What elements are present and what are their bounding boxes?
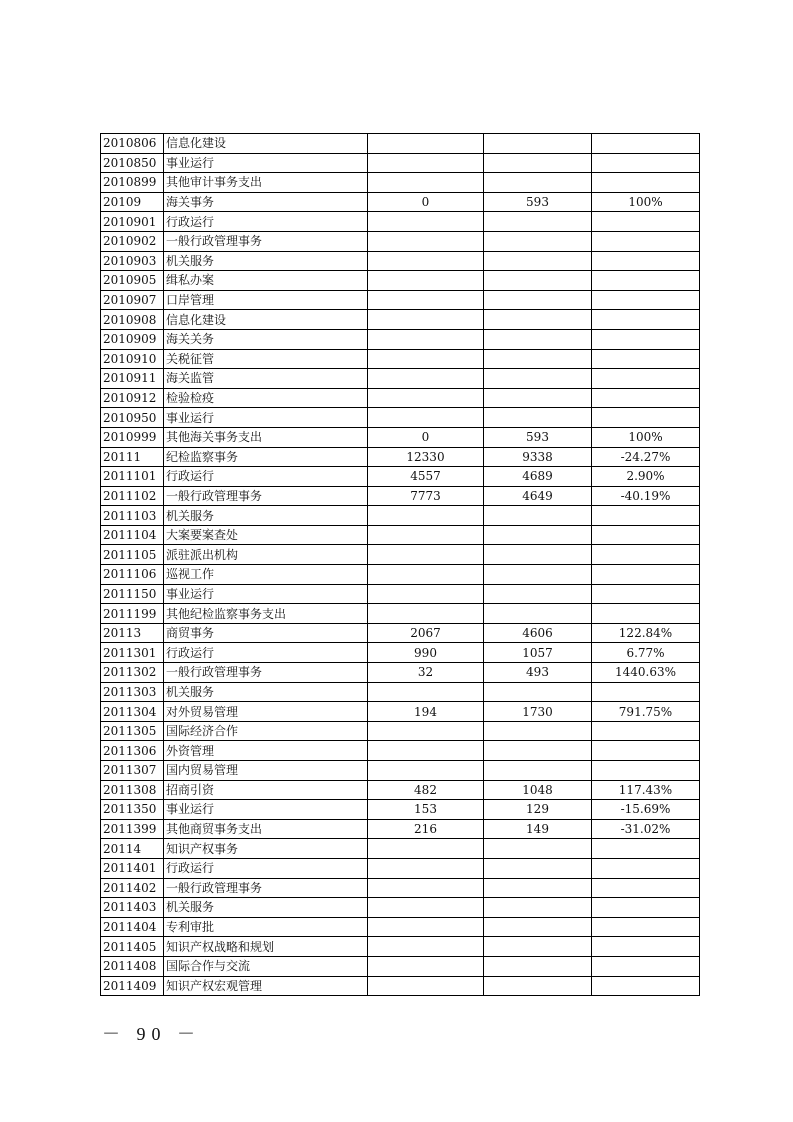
current-value-cell (484, 231, 592, 251)
table-row (101, 329, 700, 349)
prev-year-value-cell (368, 329, 484, 349)
current-value-cell (484, 290, 592, 310)
table-row (101, 721, 700, 741)
table-row (101, 780, 700, 800)
account-code-cell: 20114 (101, 839, 164, 859)
table-row (101, 545, 700, 565)
prev-year-value-cell (368, 604, 484, 624)
account-code-cell: 2011404 (101, 917, 164, 937)
table-row (101, 349, 700, 369)
prev-year-value-cell (368, 153, 484, 173)
current-value-cell: 493 (484, 663, 592, 683)
account-code-cell: 2011102 (101, 486, 164, 506)
change-rate-cell: 122.84% (592, 623, 700, 643)
item-name-cell: 一般行政管理事务 (164, 878, 368, 898)
account-code-cell: 2011302 (101, 663, 164, 683)
current-value-cell (484, 878, 592, 898)
item-name-cell: 其他纪检监察事务支出 (164, 604, 368, 624)
item-name-cell: 行政运行 (164, 467, 368, 487)
table-row (101, 937, 700, 957)
table-row (101, 976, 700, 996)
item-name-cell: 行政运行 (164, 858, 368, 878)
account-code-cell: 2010899 (101, 173, 164, 193)
current-value-cell: 593 (484, 192, 592, 212)
change-rate-cell (592, 369, 700, 389)
table-row (101, 525, 700, 545)
change-rate-cell (592, 898, 700, 918)
change-rate-cell (592, 251, 700, 271)
account-code-cell: 2011105 (101, 545, 164, 565)
item-name-cell: 事业运行 (164, 153, 368, 173)
account-code-cell: 2011307 (101, 761, 164, 781)
table-row (101, 839, 700, 859)
account-code-cell: 2011106 (101, 565, 164, 585)
item-name-cell: 行政运行 (164, 643, 368, 663)
current-value-cell: 593 (484, 427, 592, 447)
prev-year-value-cell (368, 682, 484, 702)
prev-year-value-cell (368, 839, 484, 859)
item-name-cell: 机关服务 (164, 898, 368, 918)
item-name-cell: 事业运行 (164, 584, 368, 604)
change-rate-cell (592, 525, 700, 545)
budget-table (100, 133, 700, 996)
account-code-cell: 2011150 (101, 584, 164, 604)
prev-year-value-cell (368, 741, 484, 761)
table-row (101, 761, 700, 781)
table-row (101, 192, 700, 212)
current-value-cell (484, 761, 592, 781)
change-rate-cell (592, 134, 700, 154)
change-rate-cell (592, 329, 700, 349)
current-value-cell (484, 329, 592, 349)
change-rate-cell (592, 741, 700, 761)
item-name-cell: 知识产权战略和规划 (164, 937, 368, 957)
table-row (101, 663, 700, 683)
account-code-cell: 2011101 (101, 467, 164, 487)
table-row (101, 310, 700, 330)
change-rate-cell: 1440.63% (592, 663, 700, 683)
page-number: － 90 － (102, 1024, 201, 1044)
current-value-cell (484, 173, 592, 193)
change-rate-cell (592, 349, 700, 369)
item-name-cell: 机关服务 (164, 251, 368, 271)
change-rate-cell (592, 565, 700, 585)
item-name-cell: 专利审批 (164, 917, 368, 937)
prev-year-value-cell: 4557 (368, 467, 484, 487)
current-value-cell (484, 134, 592, 154)
account-code-cell: 2011402 (101, 878, 164, 898)
current-value-cell: 4689 (484, 467, 592, 487)
change-rate-cell (592, 408, 700, 428)
prev-year-value-cell (368, 937, 484, 957)
current-value-cell (484, 682, 592, 702)
prev-year-value-cell (368, 976, 484, 996)
table-row (101, 604, 700, 624)
prev-year-value-cell: 2067 (368, 623, 484, 643)
current-value-cell (484, 369, 592, 389)
current-value-cell: 1057 (484, 643, 592, 663)
current-value-cell: 1730 (484, 702, 592, 722)
item-name-cell: 机关服务 (164, 682, 368, 702)
current-value-cell (484, 545, 592, 565)
current-value-cell (484, 604, 592, 624)
prev-year-value-cell (368, 956, 484, 976)
prev-year-value-cell: 153 (368, 800, 484, 820)
current-value-cell: 129 (484, 800, 592, 820)
prev-year-value-cell: 12330 (368, 447, 484, 467)
account-code-cell: 2010902 (101, 231, 164, 251)
account-code-cell: 2010850 (101, 153, 164, 173)
account-code-cell: 2011301 (101, 643, 164, 663)
table-row (101, 643, 700, 663)
prev-year-value-cell (368, 565, 484, 585)
prev-year-value-cell (368, 369, 484, 389)
prev-year-value-cell: 990 (368, 643, 484, 663)
current-value-cell (484, 212, 592, 232)
change-rate-cell: -31.02% (592, 819, 700, 839)
prev-year-value-cell (368, 917, 484, 937)
prev-year-value-cell (368, 898, 484, 918)
item-name-cell: 巡视工作 (164, 565, 368, 585)
change-rate-cell (592, 956, 700, 976)
prev-year-value-cell (368, 525, 484, 545)
current-value-cell (484, 917, 592, 937)
change-rate-cell (592, 917, 700, 937)
account-code-cell: 20111 (101, 447, 164, 467)
current-value-cell (484, 251, 592, 271)
prev-year-value-cell (368, 545, 484, 565)
table-row (101, 565, 700, 585)
table-row (101, 858, 700, 878)
change-rate-cell (592, 310, 700, 330)
change-rate-cell (592, 584, 700, 604)
prev-year-value-cell (368, 173, 484, 193)
change-rate-cell: 6.77% (592, 643, 700, 663)
table-row (101, 271, 700, 291)
current-value-cell (484, 898, 592, 918)
account-code-cell: 2011403 (101, 898, 164, 918)
change-rate-cell (592, 153, 700, 173)
item-name-cell: 机关服务 (164, 506, 368, 526)
prev-year-value-cell (368, 408, 484, 428)
change-rate-cell (592, 212, 700, 232)
current-value-cell (484, 741, 592, 761)
account-code-cell: 2010901 (101, 212, 164, 232)
account-code-cell: 2010907 (101, 290, 164, 310)
account-code-cell: 2011306 (101, 741, 164, 761)
prev-year-value-cell: 194 (368, 702, 484, 722)
prev-year-value-cell (368, 878, 484, 898)
item-name-cell: 检验检疫 (164, 388, 368, 408)
prev-year-value-cell: 32 (368, 663, 484, 683)
current-value-cell (484, 525, 592, 545)
item-name-cell: 关税征管 (164, 349, 368, 369)
item-name-cell: 国际经济合作 (164, 721, 368, 741)
account-code-cell: 2010950 (101, 408, 164, 428)
item-name-cell: 纪检监察事务 (164, 447, 368, 467)
current-value-cell (484, 839, 592, 859)
item-name-cell: 海关事务 (164, 192, 368, 212)
item-name-cell: 事业运行 (164, 408, 368, 428)
prev-year-value-cell (368, 290, 484, 310)
item-name-cell: 知识产权事务 (164, 839, 368, 859)
change-rate-cell (592, 231, 700, 251)
account-code-cell: 2010912 (101, 388, 164, 408)
change-rate-cell (592, 858, 700, 878)
current-value-cell (484, 271, 592, 291)
prev-year-value-cell: 7773 (368, 486, 484, 506)
item-name-cell: 知识产权宏观管理 (164, 976, 368, 996)
table-row (101, 506, 700, 526)
account-code-cell: 2011199 (101, 604, 164, 624)
table-row (101, 369, 700, 389)
account-code-cell: 2010903 (101, 251, 164, 271)
item-name-cell: 其他审计事务支出 (164, 173, 368, 193)
current-value-cell (484, 976, 592, 996)
prev-year-value-cell (368, 584, 484, 604)
table-row (101, 623, 700, 643)
item-name-cell: 一般行政管理事务 (164, 486, 368, 506)
item-name-cell: 海关监管 (164, 369, 368, 389)
table-row (101, 584, 700, 604)
account-code-cell: 2010905 (101, 271, 164, 291)
change-rate-cell (592, 937, 700, 957)
current-value-cell: 4649 (484, 486, 592, 506)
prev-year-value-cell (368, 134, 484, 154)
table-row (101, 467, 700, 487)
prev-year-value-cell (368, 349, 484, 369)
prev-year-value-cell (368, 310, 484, 330)
item-name-cell: 信息化建设 (164, 310, 368, 330)
prev-year-value-cell (368, 388, 484, 408)
current-value-cell (484, 956, 592, 976)
item-name-cell: 其他海关事务支出 (164, 427, 368, 447)
change-rate-cell: 100% (592, 192, 700, 212)
table-row (101, 388, 700, 408)
item-name-cell: 一般行政管理事务 (164, 663, 368, 683)
current-value-cell (484, 349, 592, 369)
account-code-cell: 2011401 (101, 858, 164, 878)
change-rate-cell (592, 290, 700, 310)
account-code-cell: 2011409 (101, 976, 164, 996)
prev-year-value-cell (368, 271, 484, 291)
item-name-cell: 国际合作与交流 (164, 956, 368, 976)
prev-year-value-cell (368, 761, 484, 781)
item-name-cell: 其他商贸事务支出 (164, 819, 368, 839)
account-code-cell: 2011405 (101, 937, 164, 957)
change-rate-cell (592, 839, 700, 859)
current-value-cell (484, 937, 592, 957)
item-name-cell: 口岸管理 (164, 290, 368, 310)
current-value-cell (484, 565, 592, 585)
account-code-cell: 2010806 (101, 134, 164, 154)
current-value-cell (484, 506, 592, 526)
change-rate-cell (592, 721, 700, 741)
prev-year-value-cell (368, 212, 484, 232)
table-row (101, 231, 700, 251)
item-name-cell: 海关关务 (164, 329, 368, 349)
change-rate-cell: 100% (592, 427, 700, 447)
change-rate-cell (592, 271, 700, 291)
table-row (101, 956, 700, 976)
change-rate-cell (592, 506, 700, 526)
table-row (101, 134, 700, 154)
table-row (101, 800, 700, 820)
prev-year-value-cell (368, 506, 484, 526)
change-rate-cell: -15.69% (592, 800, 700, 820)
budget-table-body (101, 134, 700, 996)
account-code-cell: 2011303 (101, 682, 164, 702)
table-row (101, 741, 700, 761)
change-rate-cell: 2.90% (592, 467, 700, 487)
change-rate-cell: 117.43% (592, 780, 700, 800)
account-code-cell: 2010910 (101, 349, 164, 369)
item-name-cell: 信息化建设 (164, 134, 368, 154)
table-row (101, 173, 700, 193)
item-name-cell: 一般行政管理事务 (164, 231, 368, 251)
table-row (101, 251, 700, 271)
change-rate-cell (592, 761, 700, 781)
account-code-cell: 2011408 (101, 956, 164, 976)
item-name-cell: 事业运行 (164, 800, 368, 820)
table-row (101, 702, 700, 722)
table-row (101, 917, 700, 937)
account-code-cell: 2011308 (101, 780, 164, 800)
prev-year-value-cell: 0 (368, 427, 484, 447)
account-code-cell: 2011350 (101, 800, 164, 820)
prev-year-value-cell: 0 (368, 192, 484, 212)
prev-year-value-cell (368, 858, 484, 878)
prev-year-value-cell (368, 231, 484, 251)
account-code-cell: 2010911 (101, 369, 164, 389)
current-value-cell (484, 153, 592, 173)
current-value-cell (484, 310, 592, 330)
account-code-cell: 2010909 (101, 329, 164, 349)
current-value-cell (484, 584, 592, 604)
account-code-cell: 2011305 (101, 721, 164, 741)
change-rate-cell: -40.19% (592, 486, 700, 506)
item-name-cell: 国内贸易管理 (164, 761, 368, 781)
account-code-cell: 2010908 (101, 310, 164, 330)
change-rate-cell (592, 545, 700, 565)
item-name-cell: 招商引资 (164, 780, 368, 800)
change-rate-cell (592, 604, 700, 624)
current-value-cell (484, 721, 592, 741)
table-row (101, 290, 700, 310)
table-row (101, 153, 700, 173)
current-value-cell (484, 858, 592, 878)
item-name-cell: 对外贸易管理 (164, 702, 368, 722)
account-code-cell: 20113 (101, 623, 164, 643)
table-row (101, 427, 700, 447)
change-rate-cell (592, 976, 700, 996)
current-value-cell (484, 388, 592, 408)
current-value-cell: 149 (484, 819, 592, 839)
current-value-cell: 4606 (484, 623, 592, 643)
account-code-cell: 2011103 (101, 506, 164, 526)
item-name-cell: 商贸事务 (164, 623, 368, 643)
item-name-cell: 缉私办案 (164, 271, 368, 291)
current-value-cell: 9338 (484, 447, 592, 467)
table-row (101, 447, 700, 467)
account-code-cell: 20109 (101, 192, 164, 212)
item-name-cell: 派驻派出机构 (164, 545, 368, 565)
prev-year-value-cell: 216 (368, 819, 484, 839)
change-rate-cell (592, 173, 700, 193)
table-row (101, 212, 700, 232)
account-code-cell: 2011399 (101, 819, 164, 839)
item-name-cell: 大案要案查处 (164, 525, 368, 545)
account-code-cell: 2011304 (101, 702, 164, 722)
table-row (101, 486, 700, 506)
change-rate-cell (592, 878, 700, 898)
change-rate-cell: 791.75% (592, 702, 700, 722)
prev-year-value-cell: 482 (368, 780, 484, 800)
table-row (101, 682, 700, 702)
item-name-cell: 外资管理 (164, 741, 368, 761)
current-value-cell (484, 408, 592, 428)
change-rate-cell (592, 682, 700, 702)
table-row (101, 878, 700, 898)
prev-year-value-cell (368, 251, 484, 271)
current-value-cell: 1048 (484, 780, 592, 800)
table-row (101, 408, 700, 428)
account-code-cell: 2010999 (101, 427, 164, 447)
item-name-cell: 行政运行 (164, 212, 368, 232)
table-row (101, 819, 700, 839)
prev-year-value-cell (368, 721, 484, 741)
account-code-cell: 2011104 (101, 525, 164, 545)
change-rate-cell (592, 388, 700, 408)
table-row (101, 898, 700, 918)
change-rate-cell: -24.27% (592, 447, 700, 467)
